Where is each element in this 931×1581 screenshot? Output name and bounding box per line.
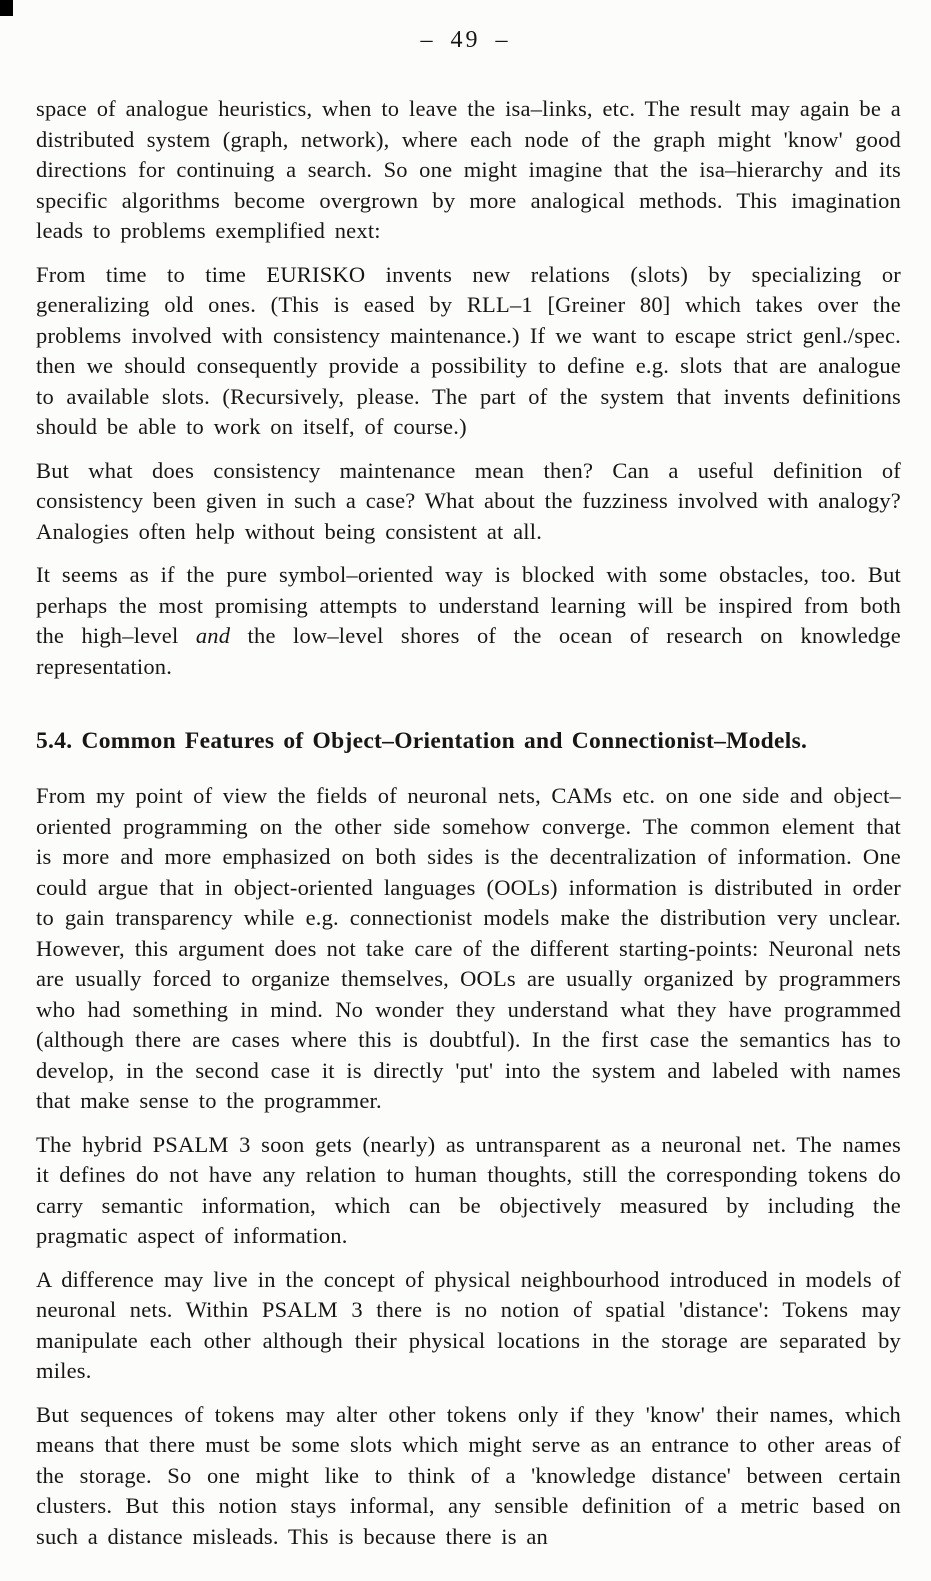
section-heading-5-4: 5.4. Common Features of Object–Orientation and Connectionist–Models. (36, 728, 808, 754)
paragraph-convergence: From my point of view the fields of neuronal nets, CAMs etc. on one side and object–oriented programming on the other side somehow converge. The common element that is more and more emphasized on both sides is the decentralization of information. One could argue that in object-oriented languages (OOLs) information is distributed in order to gain transparency while e.g. connectionist models make the distribution very unclear. However, this argument does not take care of the different starting-points: Neuronal nets are usually forced to organize themselves, OOLs are usually organized by programmers who had something in mind. No wonder they understand what they have programmed (although there are cases where this is doubtful). In the first case the semantics has to develop, in the second case it is directly 'put' into the system and labeled with names that make sense to the programmer. (36, 783, 901, 1113)
page-body (0, 54, 931, 1552)
paragraph-analogue-heuristics: space of analogue heuristics, when to leave the isa–links, etc. The result may again be a distributed system (graph, network), where each node of the graph might 'know' good directions for continuing a search. So one might imagine that the isa–hierarchy and its specific algorithms become overgrown by more analogical methods. This imagination leads to problems exemplified next: (36, 96, 901, 243)
page-number: – 49 – (420, 27, 511, 53)
paragraph-physical-neighbourhood: A difference may live in the concept of physical neighbourhood introduced in models of neuronal nets. Within PSALM 3 there is no notion of spatial 'distance': Tokens may manipulate each other although their physical locations in the storage are separated by miles. (36, 1266, 901, 1383)
paragraph-consistency-maintenance: But what does consistency maintenance mean then? Can a useful definition of consistency been given in such a case? What about the fuzziness involved with analogy? Analogies often help without being consistent at all. (36, 457, 901, 544)
paragraph-symbol-oriented (36, 560, 901, 682)
paragraph-symbol-oriented-italic-and: and (195, 623, 231, 648)
paragraph-knowledge-distance: But sequences of tokens may alter other tokens only if they 'know' their names, which means that there must be some slots which might serve as an entrance to other areas of the storage. So one might like to think of a 'knowledge distance' between certain clusters. But this notion stays informal, any sensible definition of a metric based on such a distance misleads. This is because there is an (36, 1401, 901, 1549)
scan-artifact-corner (0, 0, 13, 16)
paragraph-hybrid-psalm3: The hybrid PSALM 3 soon gets (nearly) as untransparent as a neuronal net. The names it defines do not have any relation to human thoughts, still the corresponding tokens do carry semantic information, which can be objectively measured by including the pragmatic aspect of information. (36, 1131, 901, 1248)
paragraph-eurisko: From time to time EURISKO invents new relations (slots) by specializing or generalizing old ones. (This is eased by RLL–1 [Greiner 80] which takes over the problems involved with consistency maintenance.) If we want to escape strict genl./spec. then we should consequently provide a possibility to define e.g. slots that are analogue to available slots. (Recursively, please. The part of the system that invents definitions should be able to work on itself, of course.) (36, 261, 901, 439)
paragraph-symbol-oriented-text-1: It seems as if the pure symbol–oriented way is blocked with some obstacles, too. But perhaps the most promising attempts to understand learning will be inspired from both the high–level (36, 562, 901, 648)
paragraph-symbol-oriented-text-2: the low–level shores of the ocean of research on knowledge representation. (36, 623, 901, 679)
